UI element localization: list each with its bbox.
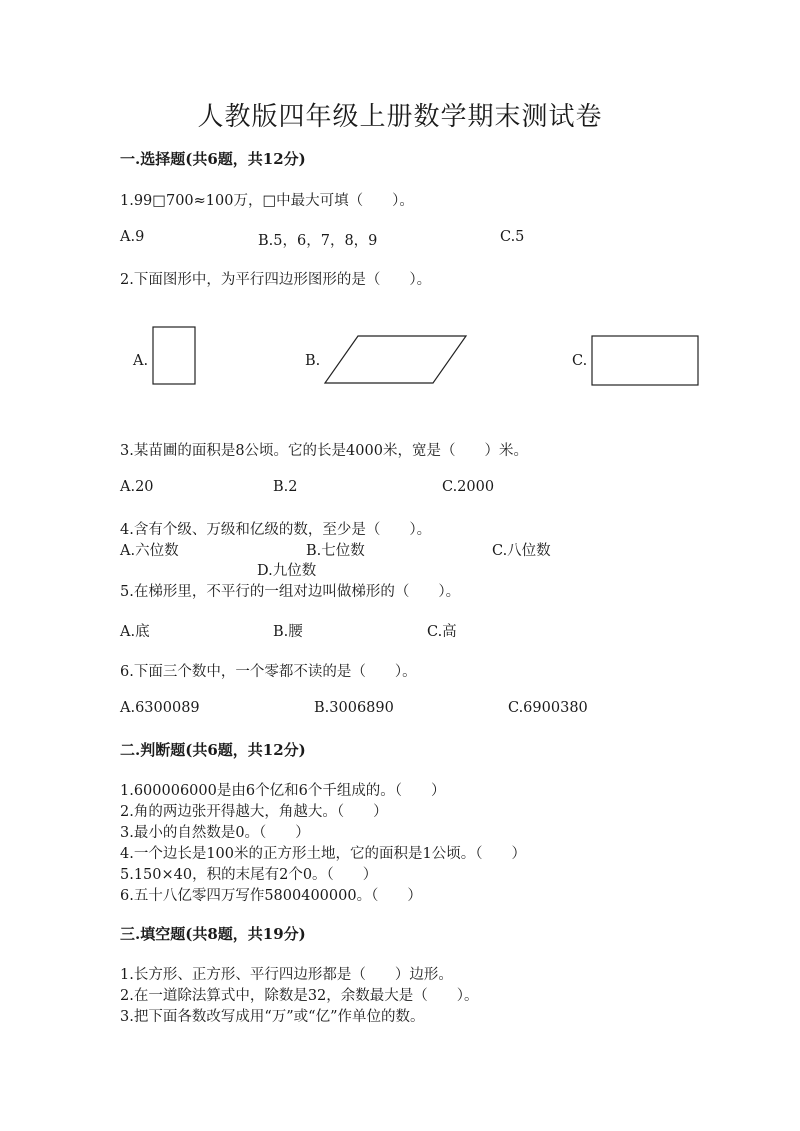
judge-item-5: 5.150×40，积的末尾有2个0。（ ） (120, 867, 378, 883)
wide-rectangle-shape (592, 336, 698, 385)
fill-item-2: 2.在一道除法算式中，除数是32，余数最大是（ ）。 (120, 988, 479, 1004)
question-5: 5.在梯形里，不平行的一组对边叫做梯形的（ ）。 (120, 584, 461, 600)
option-3a: A.20 (120, 479, 154, 495)
option-4a: A.六位数 (120, 543, 179, 559)
option-2b: B. (305, 353, 321, 369)
option-6b: B.3006890 (314, 700, 394, 716)
shape-figures (0, 318, 800, 398)
option-4c: C.八位数 (492, 543, 551, 559)
option-6a: A.6300089 (120, 700, 200, 716)
option-5b: B.腰 (273, 624, 303, 640)
question-4: 4.含有个级、万级和亿级的数，至少是（ ）。 (120, 522, 432, 538)
judge-item-6: 6.五十八亿零四万写作5800400000。（ ） (120, 888, 422, 904)
option-5c: C.高 (427, 624, 457, 640)
question-3: 3.某苗圃的面积是8公顷。它的长是4000米，宽是（ ）米。 (120, 443, 528, 459)
option-1a: A.9 (120, 229, 145, 245)
fill-item-1: 1.长方形、正方形、平行四边形都是（ ）边形。 (120, 967, 453, 983)
option-3b: B.2 (273, 479, 298, 495)
judge-item-1: 1.600006000是由6个亿和6个千组成的。（ ） (120, 783, 446, 799)
option-2a: A. (133, 353, 149, 369)
judge-item-3: 3.最小的自然数是0。（ ） (120, 825, 310, 841)
option-4b: B.七位数 (306, 543, 365, 559)
option-4d: D.九位数 (257, 563, 317, 579)
page-title: 人教版四年级上册数学期末测试卷 (197, 102, 603, 132)
fill-item-3: 3.把下面各数改写成用“万”或“亿”作单位的数。 (120, 1009, 425, 1025)
section-heading-choice: 一.选择题(共6题，共12分) (120, 150, 306, 168)
parallelogram-shape (325, 336, 466, 383)
question-2: 2.下面图形中，为平行四边形图形的是（ ）。 (120, 272, 432, 288)
judge-item-4: 4.一个边长是100米的正方形土地，它的面积是1公顷。（ ） (120, 846, 526, 862)
option-5a: A.底 (120, 624, 150, 640)
option-1c: C.5 (500, 229, 525, 245)
section-heading-judge: 二.判断题(共6题，共12分) (120, 741, 306, 759)
judge-item-2: 2.角的两边张开得越大，角越大。（ ） (120, 804, 388, 820)
tall-rectangle-shape (153, 327, 195, 384)
question-6: 6.下面三个数中，一个零都不读的是（ ）。 (120, 664, 417, 680)
option-1b: B.5，6，7，8，9 (258, 233, 378, 249)
option-2c: C. (572, 353, 588, 369)
option-3c: C.2000 (442, 479, 495, 495)
option-6c: C.6900380 (508, 700, 588, 716)
section-heading-fill: 三.填空题(共8题，共19分) (120, 925, 306, 943)
question-1: 1.99□700≈100万，□中最大可填（ ）。 (120, 193, 414, 209)
